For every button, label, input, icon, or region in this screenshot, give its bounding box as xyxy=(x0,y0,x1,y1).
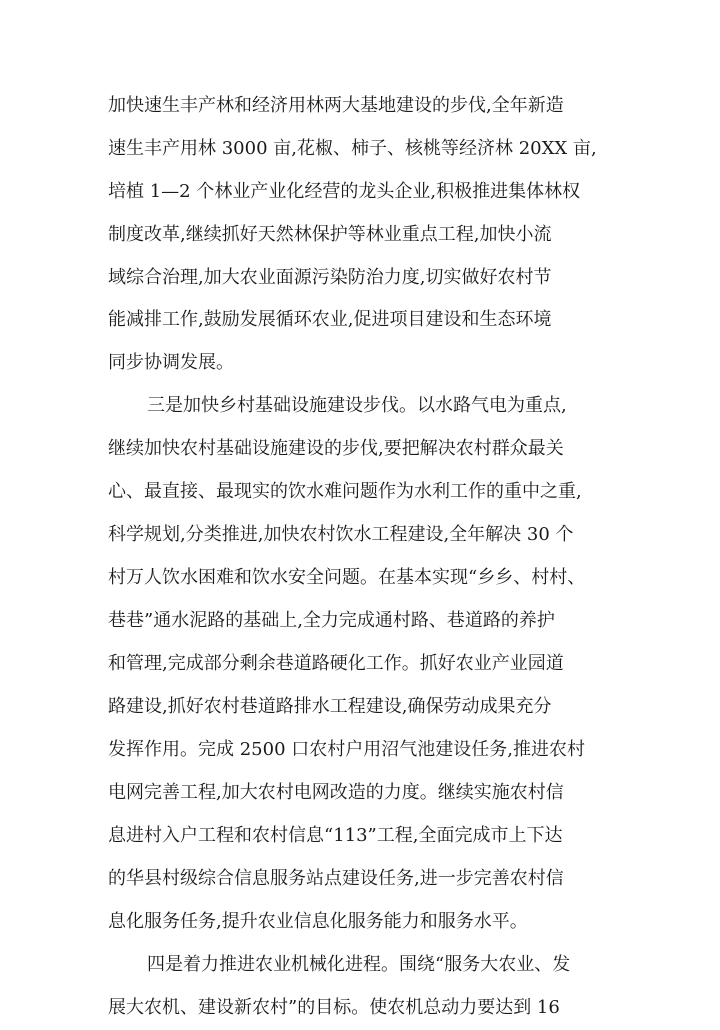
text-line: 展大农机、建设新农村”的目标。使农机总动力要达到 16 xyxy=(108,997,560,1018)
text-line: 村万人饮水困难和饮水安全问题。在基本实现“乡乡、村村、 xyxy=(108,567,586,588)
text-line: 速生丰产用林 3000 亩,花椒、柿子、核桃等经济林 20XX 亩, xyxy=(108,138,597,159)
text-line: 路建设,抓好农村巷道路排水工程建设,确保劳动成果充分 xyxy=(108,696,552,717)
text-line: 继续加快农村基础设施建设的步伐,要把解决农村群众最关 xyxy=(108,438,564,459)
text-line: 加快速生丰产林和经济用林两大基地建设的步伐,全年新造 xyxy=(108,95,564,116)
text-line: 制度改革,继续抓好天然林保护等林业重点工程,加快小流 xyxy=(108,224,552,245)
text-line: 同步协调发展。 xyxy=(108,352,234,373)
text-line: 的华县村级综合信息服务站点建设任务,进一步完善农村信 xyxy=(108,868,564,889)
text-line: 科学规划,分类推进,加快农村饮水工程建设,全年解决 30 个 xyxy=(108,524,574,545)
text-line: 巷巷”通水泥路的基础上,全力完成通村路、巷道路的养护 xyxy=(108,610,555,631)
text-line: 发挥作用。完成 2500 口农村户用沼气池建设任务,推进农村 xyxy=(108,739,585,760)
text-line: 和管理,完成部分剩余巷道路硬化工作。抓好农业产业园道 xyxy=(108,653,564,674)
text-line: 能减排工作,鼓励发展循环农业,促进项目建设和生态环境 xyxy=(108,309,552,330)
text-line: 息化服务任务,提升农业信息化服务能力和服务水平。 xyxy=(108,911,528,932)
text-line: 心、最直接、最现实的饮水难问题作为水利工作的重中之重, xyxy=(108,481,582,502)
text-line: 培植 1—2 个林业产业化经营的龙头企业,积极推进集体林权 xyxy=(108,181,581,202)
paragraph-first-line: 三是加快乡村基础设施建设步伐。以水路气电为重点, xyxy=(147,395,567,416)
text-line: 域综合治理,加大农业面源污染防治力度,切实做好农村节 xyxy=(108,267,552,288)
paragraph-first-line: 四是着力推进农业机械化进程。围绕“服务大农业、发 xyxy=(147,954,571,975)
text-line: 息进村入户工程和农村信息“113”工程,全面完成市上下达 xyxy=(108,825,563,846)
text-line: 电网完善工程,加大农村电网改造的力度。继续实施农村信 xyxy=(108,782,564,803)
